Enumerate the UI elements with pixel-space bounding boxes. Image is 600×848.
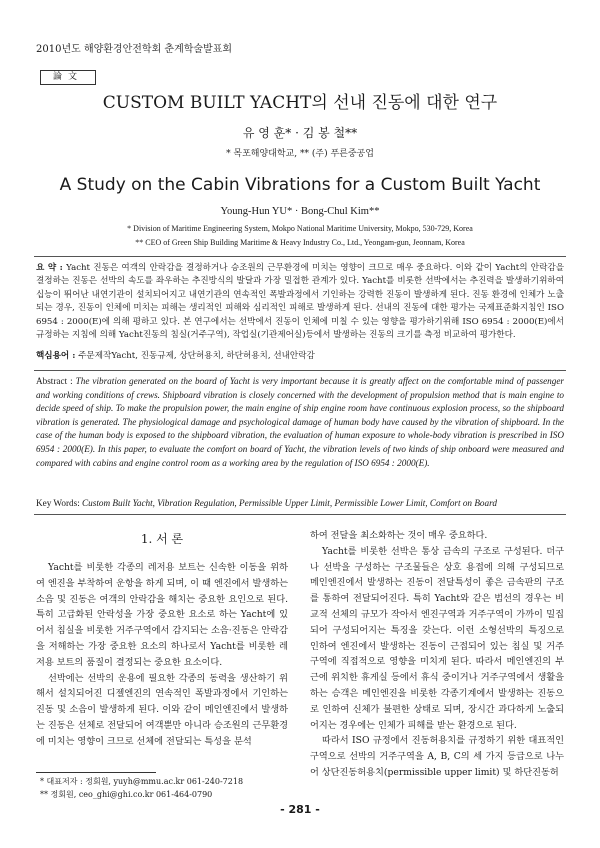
korean-title: CUSTOM BUILT YACHT의 선내 진동에 대한 연구 [102,93,498,113]
english-keywords [36,497,564,511]
english-abstract-text: The vibration generated on the board of Yacht is very important because it is greatly affect on the comfortable mind of passenger and working conditions of crews. Shipboard vibration is closely concerned with the development of propulsion method that is main engine to decide speed of ship. To make the propulsion power, the main engine of ship engine room have continuous explosion process, so the shipboard vibration is generated. The physiological damage and psychological damage of human body have caused by the vibration of shipboard. In the case of the human body is exposed to the shipboard vibration, the evaluation of human exposure to whole-body vibration is prescribed in ISO 6954 : 2000(E). In this paper, to evaluate the comfort on board of Yacht, the vibration levels of two kinds of ship onboard were measured and compared with cabins and engine control room as a working area by the regulation of ISO 6954 : 2000(E). [36,376,565,468]
footnote-2: ** 정회원, ceo_ghi@ghi.co.kr 061-464-0790 [40,790,213,799]
right-paragraph-1: Yacht를 비롯한 선박은 통상 금속의 구조로 구성된다. 더구나 선박을 구성하는 구조물들은 상호 용접에 의해 구성되므로 메인엔진에서 발생하는 진동이 전달특성이 좋은 금속판의 구조를 통하여 전달되어진다. 특히 Yacht와 같은 범선의 경우는 비교적 선체의 규모가 작아서 엔진구역과 거주구역이 가까이 밀집되어 구성되어지는 특징을 갖는다. 이런 소형선박의 특징으로 인하여 엔진에서 발생하는 진동이 근접되어 있는 침실 및 거주구역에 직접적으로 영향을 미치게 된다. 따라서 메인엔진의 부근에 위치한 휴게실 등에서 휴식 중이거나 거주구역에서 생활을 하는 승객은 메인엔진을 비롯한 각종기계에서 발생하는 진동으로 인하여 신체가 불편한 상태로 되며, 장시간 과다하게 노출되어지는 경우에는 인체가 피해를 받는 환경으로 된다. [310,545,564,731]
english-keywords-label: Key Words: [36,498,80,508]
english-affiliation-1: * Division of Maritime Engineering System, Mokpo National Maritime University, Mokpo, 530-729, Korea [127,224,473,233]
korean-keywords-label: 핵심용어 : [36,351,76,361]
section-heading: 1. 서 론 [140,532,184,546]
left-paragraph-2: 선박에는 선박의 운용에 필요한 각종의 동력을 생산하기 위해서 설치되어진 디젤엔진의 연속적인 폭발과정에서 기인하는 진동 및 소음이 발생하게 된다. 이와 같이 메인엔진에서 발생하는 진동은 선체로 전달되어 여객뿐만 아니라 승조원의 근무환경에 미치는 영향이 크므로 선체에 전달되는 특성을 분석 [36,672,288,747]
footnote-1: * 대표저자 : 정회원, yuyh@mmu.ac.kr 061-240-7218 [40,777,244,786]
korean-abstract-label: 요 약 : [36,263,63,273]
english-keywords-text: Custom Built Yacht, Vibration Regulation, Permissible Upper Limit, Permissible Lower Limit, Comfort on Board [82,498,497,508]
right-paragraph-0: 하여 전달을 최소화하는 것이 매우 중요하다. [310,530,488,541]
korean-keywords [36,350,564,363]
conference-header: 2010년도 해양환경안전학회 춘계학술발표회 [36,44,233,55]
top-divider [34,256,566,257]
korean-authors: 유 영 훈* · 김 봉 철** [242,126,358,140]
page-number: - 281 - [280,803,320,816]
left-column [36,560,288,750]
korean-affiliations: * 목포해양대학교, ** (주) 푸른중공업 [226,149,374,159]
korean-abstract [36,262,564,342]
middle-divider [34,370,566,371]
english-affiliation-2: ** CEO of Green Ship Building Maritime & Heavy Industry Co., Ltd., Yeongam-gun, Jeonnam, Korea [135,238,465,247]
korean-abstract-text: Yacht 진동은 여객의 안락감을 결정하거나 승조원의 근무환경에 미치는 영향이 크므로 매우 중요하다. 이와 같이 Yacht의 안락감을 결정하는 진동은 선박의 속도를 좌우하는 추진방식의 발달과 가장 밀접한 관계가 있다. Yacht를 비롯한 선박에서는 추진력을 발생하기위하여 십능이 뛰어난 내연기관이 설치되어지고 내연기관의 연속적인 폭발과정에서 기인하는 강력한 진동이 발생하게 된다. 진동 환경에 인체가 노출되는 경우, 진동이 인체에 미치는 피해는 생리적인 피해와 심리적인 피해로 발생하게 된다. 선내의 진동에 대한 평가는 국제표준화지침인 ISO 6954 : 2000(E)에 의해 평하고 있다. 본 연구에서는 선박에서 진동이 인체에 미칠 수 있는 영향을 평가하기위해 ISO 6954 : 2000(E)에서 규정하는 지침에 의해 Yacht진동의 침실(거주구역), 작업실(기관제어실)등에서 발생하는 진동의 크기를 측정 비교하여 평가한다. [36,263,565,341]
english-authors: Young-Hun YU* · Bong-Chul Kim** [220,206,380,217]
paper-type-tag: 論文 [40,70,96,85]
footnote-rule [36,772,156,773]
left-paragraph-1: Yacht를 비롯한 각종의 레저용 보트는 신속한 이동을 위하여 엔진을 부착하여 운항을 하게 되며, 이 때 엔진에서 발생하는 소음 및 진동은 여객의 안락감을 해치는 중요한 요인으로 된다. 특히 고급화된 안락성을 가장 중요한 요소로 하는 Yacht에 있어서 침실을 비롯한 거주구역에서 감지되는 소음·진동은 안락감을 저해하는 가장 중요한 요소의 하나로서 Yacht를 비롯한 레저용 보트의 품질이 결정되는 중요한 요소이다. [36,562,288,668]
right-column [310,528,564,781]
english-title: A Study on the Cabin Vibrations for a Custom Built Yacht [59,175,541,195]
english-abstract-label: Abstract : [36,376,73,386]
bottom-divider [34,514,566,515]
english-abstract [36,375,564,470]
korean-keywords-text: 주문제작Yacht, 진동규제, 상단허용치, 하단허용치, 선내안락감 [78,351,315,361]
right-paragraph-2: 따라서 ISO 규정에서 진동허용치를 규정하기 위한 대표적인 구역으로 선박의 거주구역을 A, B, C의 세 가지 등급으로 나누어 상단진동허용치(permissible upper limit) 및 하단진동허 [310,735,564,778]
